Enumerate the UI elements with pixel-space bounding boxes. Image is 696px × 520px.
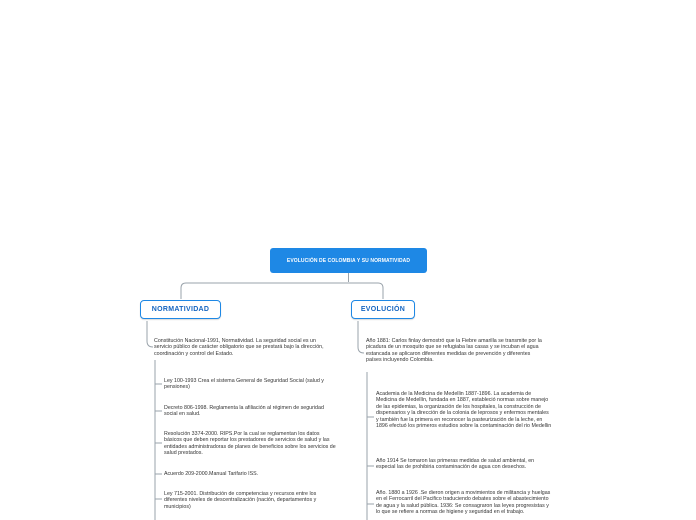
- evolucion-intro-note[interactable]: Año 1881: Carlos finlay demostró que la Fiebre amarilla se transmite por la picadura de un mosquito que se refugiaba las casas y se incuban el agua estancada se aplicaron diferentes medidas de prevención y diferentes países incluyendo Colombia.: [366, 338, 542, 364]
- normatividad-intro-note[interactable]: Constitución Nacional-1991, Normatividad. La seguridad social es un servicio público de carácter obligatorio que se prestará bajo la dirección, coordinación y control del Estado.: [154, 338, 324, 357]
- branch-evolucion[interactable]: EVOLUCIÓN: [351, 300, 415, 319]
- evolucion-item-1914[interactable]: Año 1914 Se tomaron las primeras medidas de salud ambiental, en especial las de prohibiria contaminación de agua con desechos.: [376, 458, 535, 471]
- normatividad-item-ley-715[interactable]: Ley 715-2001. Distribución de competencias y recursos entre los diferentes niveles de descentralización (nación, departamentos y municipios): [164, 491, 317, 510]
- normatividad-item-ley-100[interactable]: Ley 100-1993 Crea el sistema General de Seguridad Social (salud y pensiones): [164, 378, 324, 391]
- normatividad-item-resolucion-3374[interactable]: Resolución 3374-2000. RIPS.Por la cual se reglamentan los datos básicos que deben reportar los prestadores de servicios de salud y las entidades administradoras de planes de beneficios sobre los servicios de salud prestados.: [164, 431, 336, 457]
- normatividad-item-decreto-806[interactable]: Decreto 806-1998. Reglamenta la afiliación al régimen de seguridad social en salud.: [164, 405, 324, 418]
- branch-normatividad[interactable]: NORMATIVIDAD: [140, 300, 221, 319]
- evolucion-item-1880-1926[interactable]: Año. 1880 a 1926 .Se dieron origen a movimientos de militancia y huelgas en el Ferrocarril del Pacifico traduciendo debates sobre el abastecimiento de agua y la salud pública. 1936: Se consagraron las leyes progresistas y lo que se refiere a normas de higiene y seguridad en el trabajo.: [376, 490, 551, 516]
- central-topic[interactable]: EVOLUCIÓN DE COLOMBIA Y SU NORMATIVIDAD: [270, 248, 427, 273]
- normatividad-item-acuerdo-209[interactable]: Acuerdo 209-2000.Manual Tarifario ISS.: [164, 471, 259, 477]
- evolucion-item-academia-medellin[interactable]: Academia de la Medicina de Medellin 1887-1896. La academia de Medicina de Medellín, fundada en 1887, estableció normas sobre manejo de las epidemias, la organización de los hospitales, la construcción de dispensarios y la dirección de la colonia de leprosos y enfermos mentales y también fue la primera en reconocer la pasteurización de la leche, en 1896 efectuó los primeros estudios sobre la contaminación del rio Medellin: [376, 391, 552, 430]
